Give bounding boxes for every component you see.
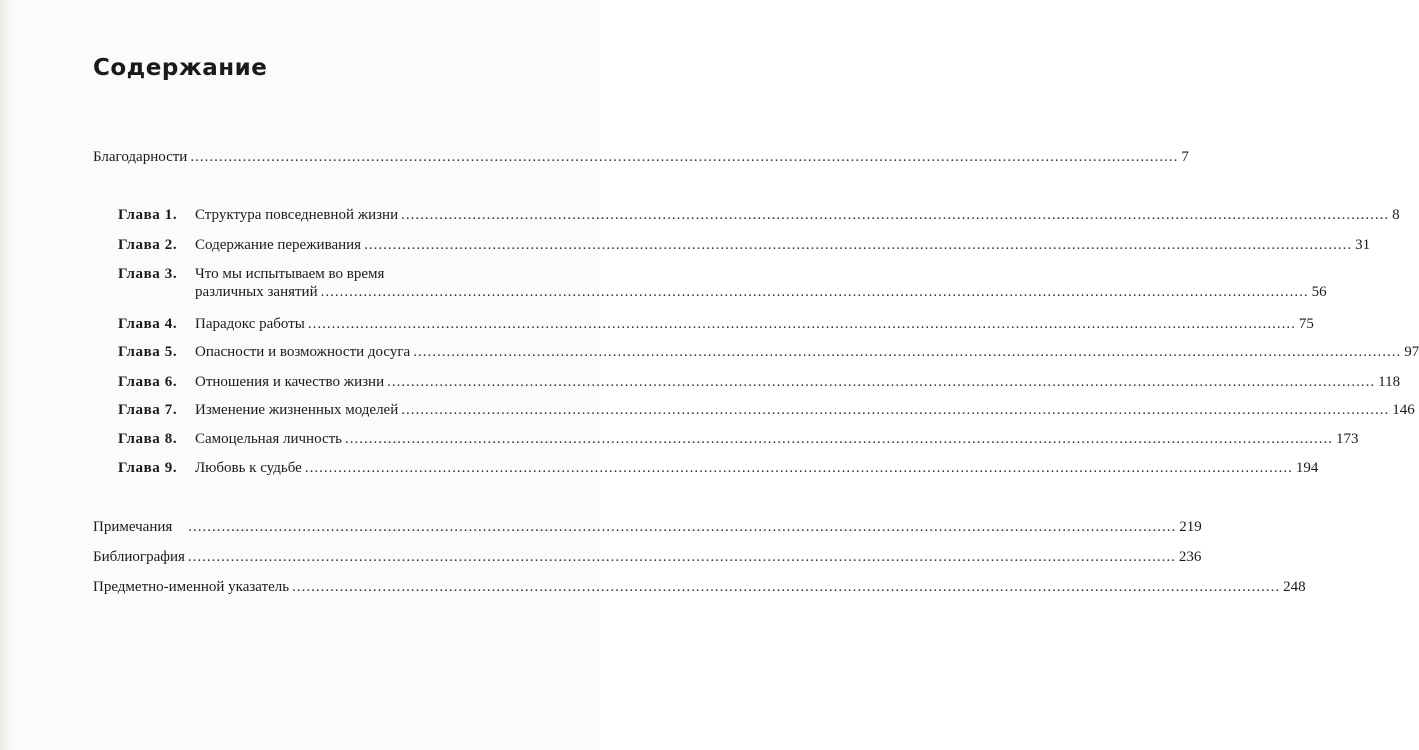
leader-dots [345,430,1333,448]
toc-page-number: 173 [1336,431,1359,447]
leader-dots [188,518,1176,536]
toc-chapter-4[interactable] [118,315,1314,333]
toc-chapter-6[interactable] [118,373,1401,391]
chapter-label: Глава 3. [118,266,178,282]
leader-dots [387,373,1375,391]
chapter-title: Содержание переживания [195,237,362,253]
leader-dots [321,283,1309,301]
toc-entry-text: Примечания [93,519,173,535]
toc-entry-notes[interactable] [93,518,1202,536]
chapter-title: Парадокс работы [195,316,305,332]
chapter-label: Глава 4. [118,316,178,332]
toc-page-number: 31 [1355,237,1371,253]
toc-page-number: 97 [1404,344,1419,360]
chapter-label: Глава 2. [118,237,178,253]
toc-chapter-9[interactable] [118,459,1319,477]
toc-chapter-5[interactable] [118,343,1419,361]
leader-dots [188,548,1176,566]
chapter-label: Глава 1. [118,207,178,223]
chapter-label: Глава 6. [118,374,178,390]
chapter-label: Глава 8. [118,431,178,447]
toc-page-number: 7 [1181,149,1189,165]
toc-entry-text: Благодарности [93,149,188,165]
toc-entry-acknowledgements[interactable] [93,148,1189,166]
leader-dots [364,236,1352,254]
toc-chapter-2[interactable] [118,236,1371,254]
toc-page-number: 236 [1178,549,1202,565]
chapter-title: Самоцельная личность [195,431,343,447]
chapter-title: Любовь к судьбе [195,460,302,476]
chapter-label: Глава 5. [118,344,178,360]
page-title: Содержание [93,55,268,81]
chapter-title-line-1: Что мы испытываем во время [195,266,385,282]
chapter-title: Изменение жизненных моделей [195,402,399,418]
toc-entry-bibliography[interactable] [93,548,1202,566]
chapter-label: Глава 7. [118,402,178,418]
leader-dots [401,401,1389,419]
chapter-title: Структура повседневной жизни [195,207,399,223]
page-gutter-shadow [0,0,14,750]
toc-page-number: 56 [1311,284,1327,300]
chapter-title-line-2: различных занятий [195,284,318,300]
toc-chapter-7[interactable] [118,401,1415,419]
toc-page-number: 118 [1378,374,1401,390]
chapter-title: Опасности и возможности досуга [195,344,411,360]
leader-dots [292,578,1280,596]
toc-chapter-8[interactable] [118,430,1359,448]
leader-dots [413,343,1401,361]
toc-entry-text: Предметно-именной указатель [93,579,290,595]
toc-entry-index[interactable] [93,578,1306,596]
chapter-label: Глава 9. [118,460,178,476]
toc-page-number: 219 [1179,519,1202,535]
toc-page-number: 75 [1298,316,1314,332]
toc-chapter-1[interactable] [118,206,1400,224]
leader-dots [401,206,1389,224]
toc-page-number: 146 [1392,402,1415,418]
leader-dots [190,148,1178,166]
toc-entry-text: Библиография [93,549,185,565]
leader-dots [305,459,1293,477]
leader-dots [308,315,1296,333]
toc-chapter-3[interactable] [118,265,1327,301]
chapter-title: Отношения и качество жизни [195,374,385,390]
toc-page-number: 8 [1392,207,1400,223]
toc-page-number: 194 [1295,460,1319,476]
toc-page-number: 248 [1283,579,1306,595]
